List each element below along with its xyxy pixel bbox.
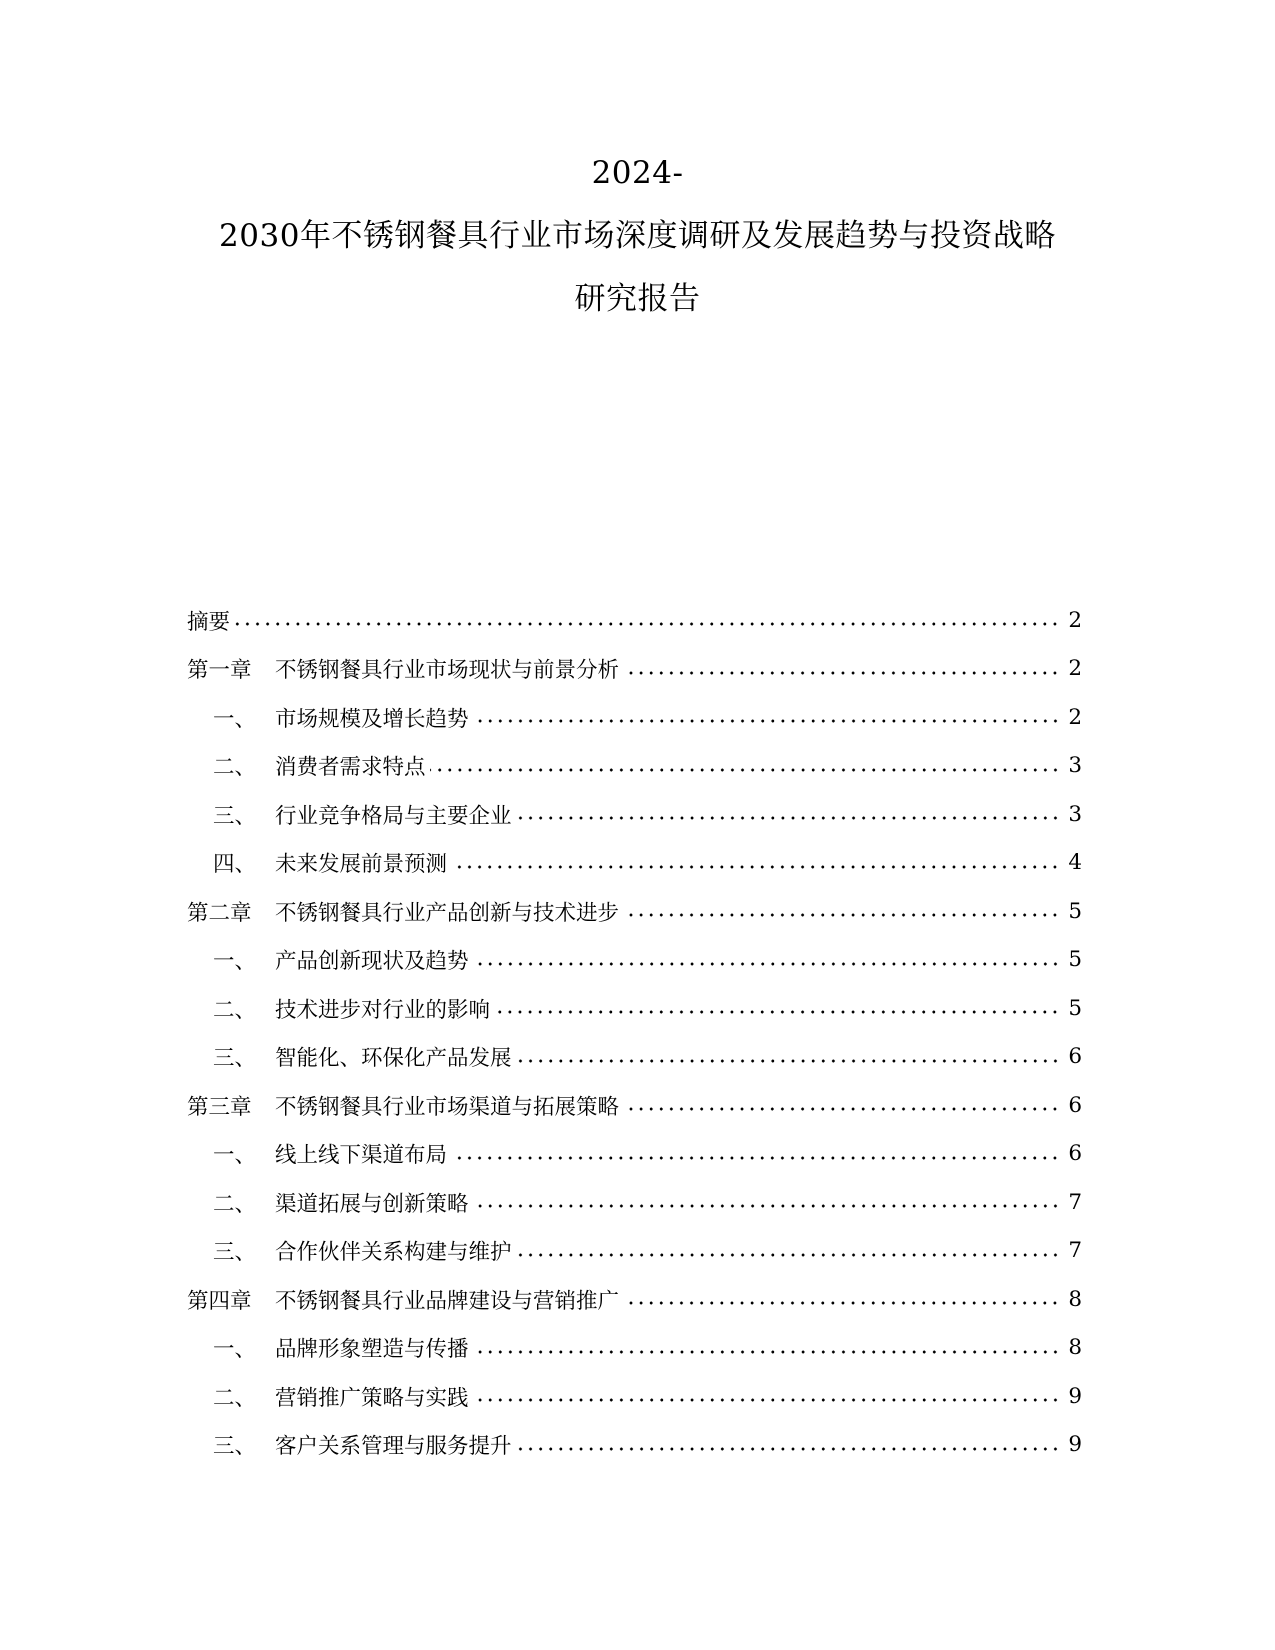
toc-entry-title: 技术进步对行业的影响 xyxy=(275,997,491,1023)
toc-page-number: 8 xyxy=(1068,1286,1082,1312)
toc-entry-number: 第一章 xyxy=(187,658,252,684)
toc-entry[interactable] xyxy=(187,1227,1082,1276)
toc-dot-leader xyxy=(623,670,1060,676)
toc-entry-title: 不锈钢餐具行业市场渠道与拓展策略 xyxy=(275,1094,620,1120)
toc-page-number: 2 xyxy=(1068,656,1082,682)
toc-page-number: 9 xyxy=(1068,1432,1082,1458)
toc-dot-leader xyxy=(430,767,1060,773)
toc-entry-number: 第四章 xyxy=(187,1288,252,1314)
toc-dot-leader xyxy=(516,1446,1060,1452)
toc-page-number: 6 xyxy=(1068,1141,1082,1167)
toc-entry-title: 未来发展前景预测 xyxy=(275,852,448,878)
toc-entry-title: 渠道拓展与创新策略 xyxy=(275,1191,469,1217)
toc-entry[interactable] xyxy=(187,839,1082,888)
toc-page-number: 3 xyxy=(1068,801,1082,827)
toc-entry[interactable] xyxy=(187,984,1082,1033)
toc-entry-number: 一、 xyxy=(213,1143,257,1169)
toc-entry-number: 一、 xyxy=(213,1337,257,1363)
toc-entry-number: 三、 xyxy=(213,1434,257,1460)
toc-entry-title: 产品创新现状及趋势 xyxy=(275,949,469,975)
toc-page-number: 6 xyxy=(1068,1044,1082,1070)
toc-entry-number: 三、 xyxy=(213,1240,257,1266)
toc-page-number: 7 xyxy=(1068,1238,1082,1264)
toc-dot-leader xyxy=(451,864,1060,870)
toc-entry-title: 合作伙伴关系构建与维护 xyxy=(275,1240,512,1266)
toc-page-number: 6 xyxy=(1068,1092,1082,1118)
toc-entry-number: 二、 xyxy=(213,755,257,781)
toc-dot-leader xyxy=(473,1349,1060,1355)
toc-dot-leader xyxy=(234,621,1060,627)
title-line-2: 2030年不锈钢餐具行业市场深度调研及发展趋势与投资战略 xyxy=(219,218,1056,254)
toc-page-number: 7 xyxy=(1068,1189,1082,1215)
toc-entry[interactable] xyxy=(187,1372,1082,1421)
toc-entry-title: 行业竞争格局与主要企业 xyxy=(275,803,512,829)
toc-entry[interactable] xyxy=(187,887,1082,936)
toc-entry[interactable] xyxy=(187,645,1082,694)
toc-entry-number: 四、 xyxy=(213,852,257,878)
toc-entry-title: 不锈钢餐具行业产品创新与技术进步 xyxy=(275,900,620,926)
toc-entry[interactable] xyxy=(187,1178,1082,1227)
toc-page-number: 4 xyxy=(1068,850,1082,876)
toc-entry[interactable] xyxy=(187,790,1082,839)
toc-entry[interactable] xyxy=(187,1324,1082,1373)
toc-dot-leader xyxy=(516,1058,1060,1064)
document-title xyxy=(0,142,1275,331)
toc-dot-leader xyxy=(516,815,1060,821)
toc-dot-leader xyxy=(623,1106,1060,1112)
toc-entry-number: 一、 xyxy=(213,949,257,975)
toc-page-number: 2 xyxy=(1068,704,1082,730)
toc-dot-leader xyxy=(473,1203,1060,1209)
toc-dot-leader xyxy=(451,1155,1060,1161)
title-line-1: 2024- xyxy=(591,155,684,191)
toc-page-number: 5 xyxy=(1068,995,1082,1021)
toc-page-number: 8 xyxy=(1068,1335,1082,1361)
toc-entry-title: 市场规模及增长趋势 xyxy=(275,706,469,732)
toc-page-number: 5 xyxy=(1068,947,1082,973)
toc-entry[interactable] xyxy=(187,1130,1082,1179)
toc-page-number: 2 xyxy=(1068,607,1082,633)
toc-entry[interactable] xyxy=(187,1275,1082,1324)
toc-entry-title: 客户关系管理与服务提升 xyxy=(275,1434,512,1460)
toc-entry-number: 第三章 xyxy=(187,1094,252,1120)
toc-page-number: 9 xyxy=(1068,1383,1082,1409)
toc-entry-title: 不锈钢餐具行业品牌建设与营销推广 xyxy=(275,1288,620,1314)
toc-dot-leader xyxy=(494,1009,1060,1015)
toc-entry-number: 第二章 xyxy=(187,900,252,926)
toc-entry-title: 消费者需求特点 xyxy=(275,755,426,781)
toc-dot-leader xyxy=(473,961,1060,967)
title-line-3: 研究报告 xyxy=(574,281,701,317)
table-of-contents xyxy=(187,596,1082,1469)
toc-entry[interactable] xyxy=(187,1081,1082,1130)
toc-entry-number: 二、 xyxy=(213,1191,257,1217)
toc-entry[interactable] xyxy=(187,936,1082,985)
toc-entry[interactable] xyxy=(187,1033,1082,1082)
toc-entry[interactable] xyxy=(187,693,1082,742)
toc-entry-title: 品牌形象塑造与传播 xyxy=(275,1337,469,1363)
toc-dot-leader xyxy=(623,1300,1060,1306)
toc-entry-number: 二、 xyxy=(213,1385,257,1411)
toc-dot-leader xyxy=(623,912,1060,918)
toc-entry-number: 一、 xyxy=(213,706,257,732)
toc-page-number: 3 xyxy=(1068,753,1082,779)
toc-entry-number: 三、 xyxy=(213,1046,257,1072)
toc-entry-title: 智能化、环保化产品发展 xyxy=(275,1046,512,1072)
toc-entry[interactable] xyxy=(187,596,1082,645)
toc-dot-leader xyxy=(516,1252,1060,1258)
toc-dot-leader xyxy=(473,718,1060,724)
toc-entry-title: 营销推广策略与实践 xyxy=(275,1385,469,1411)
toc-entry[interactable] xyxy=(187,1421,1082,1470)
toc-entry-title: 线上线下渠道布局 xyxy=(275,1143,448,1169)
toc-dot-leader xyxy=(473,1397,1060,1403)
toc-entry[interactable] xyxy=(187,742,1082,791)
toc-page-number: 5 xyxy=(1068,898,1082,924)
toc-entry-title: 摘要 xyxy=(187,609,231,635)
toc-entry-number: 三、 xyxy=(213,803,257,829)
toc-entry-number: 二、 xyxy=(213,997,257,1023)
toc-entry-title: 不锈钢餐具行业市场现状与前景分析 xyxy=(275,658,620,684)
